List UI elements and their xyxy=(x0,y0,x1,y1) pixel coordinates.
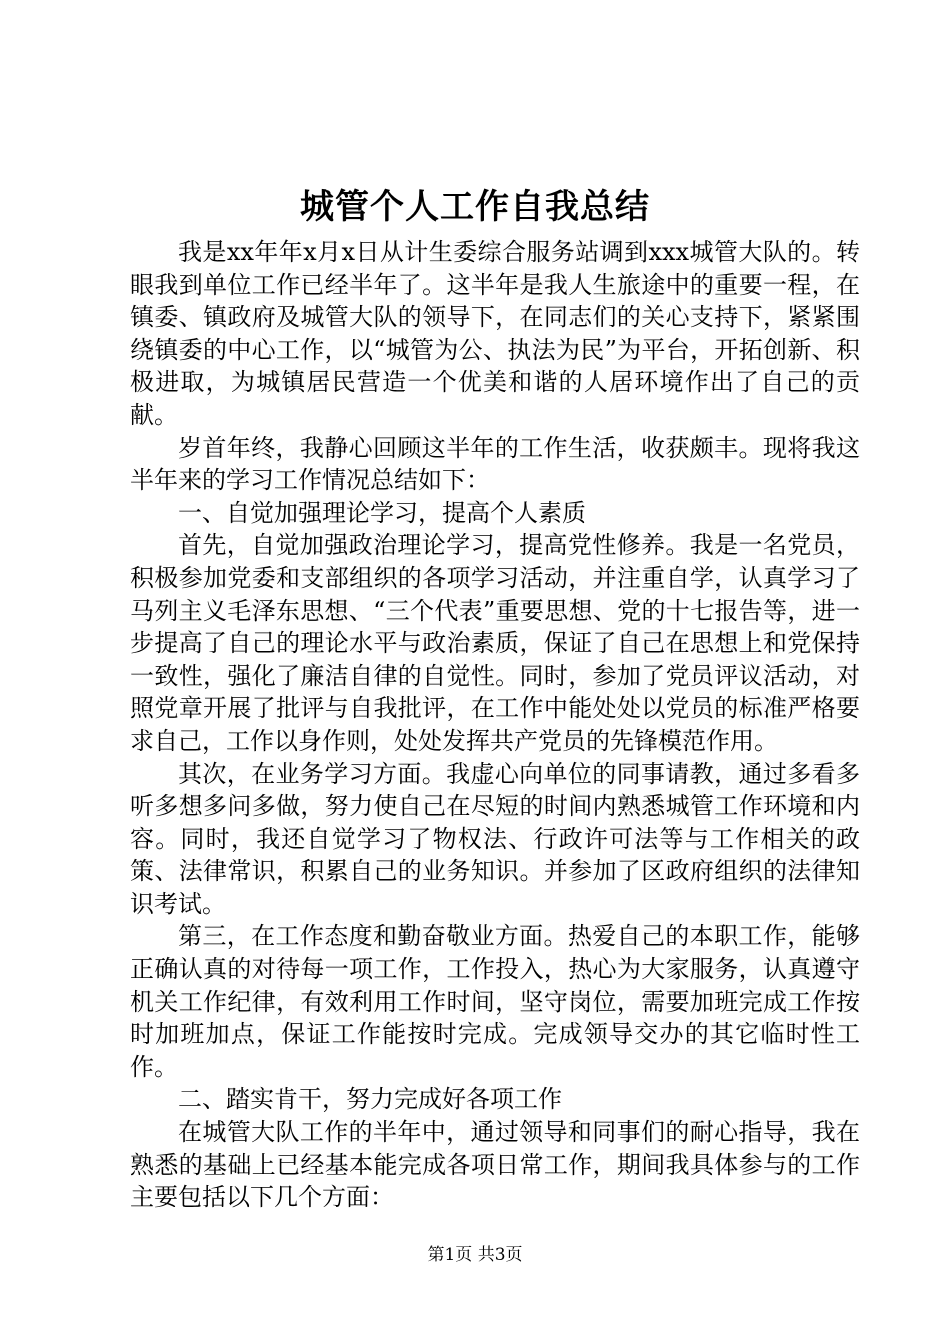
paragraph-work-attitude: 第三，在工作态度和勤奋敬业方面。热爱自己的本职工作，能够正确认真的对待每一项工作，工作投入，热心为大家服务，认真遵守机关工作纪律，有效利用工作时间，坚守岗位，需要加班完成工作按时加班加点，保证工作能按时完成。完成领导交办的其它临时性工作。 xyxy=(130,922,860,1081)
paragraph-political-study: 首先，自觉加强政治理论学习，提高党性修养。我是一名党员，积极参加党委和支部组织的各项学习活动，并注重自学，认真学习了马列主义毛泽东思想、“三个代表”重要思想、党的十七报告等，进一步提高了自己的理论水平与政治素质，保证了自己在思想上和党保持一致性，强化了廉洁自律的自觉性。同时，参加了党员评议活动，对照党章开展了批评与自我批评，在工作中能处处以党员的标准严格要求自己，工作以身作则，处处发挥共产党员的先锋模范作用。 xyxy=(130,531,860,755)
paragraph-intro: 我是xx年年x月x日从计生委综合服务站调到xxx城管大队的。转眼我到单位工作已经半年了。这半年是我人生旅途中的重要一程，在镇委、镇政府及城管大队的领导下，在同志们的关心支持下，紧紧围绕镇委的中心工作，以“城管为公、执法为民”为平台，开拓创新、积极进取，为城镇居民营造一个优美和谐的人居环境作出了自己的贡献。 xyxy=(130,238,860,429)
paragraph-work-overview: 在城管大队工作的半年中，通过领导和同事们的耐心指导，我在熟悉的基础上已经基本能完成各项日常工作，期间我具体参与的工作主要包括以下几个方面： xyxy=(130,1118,860,1212)
page-number-footer: 第1页 共3页 xyxy=(427,1245,523,1265)
document-body xyxy=(130,236,860,1214)
paragraph-summary-lead: 岁首年终，我静心回顾这半年的工作生活，收获颇丰。现将我这半年来的学习工作情况总结如下： xyxy=(130,433,860,495)
paragraph-business-study: 其次，在业务学习方面。我虚心向单位的同事请教，通过多看多听多想多问多做，努力使自己在尽短的时间内熟悉城管工作环境和内容。同时，我还自觉学习了物权法、行政许可法等与工作相关的政策、法律常识，积累自己的业务知识。并参加了区政府组织的法律知识考试。 xyxy=(130,759,860,918)
document-title: 城管个人工作自我总结 xyxy=(300,187,650,227)
section-heading-1: 一、自觉加强理论学习，提高个人素质 xyxy=(178,498,586,527)
section-heading-2: 二、踏实肯干，努力完成好各项工作 xyxy=(178,1085,562,1114)
